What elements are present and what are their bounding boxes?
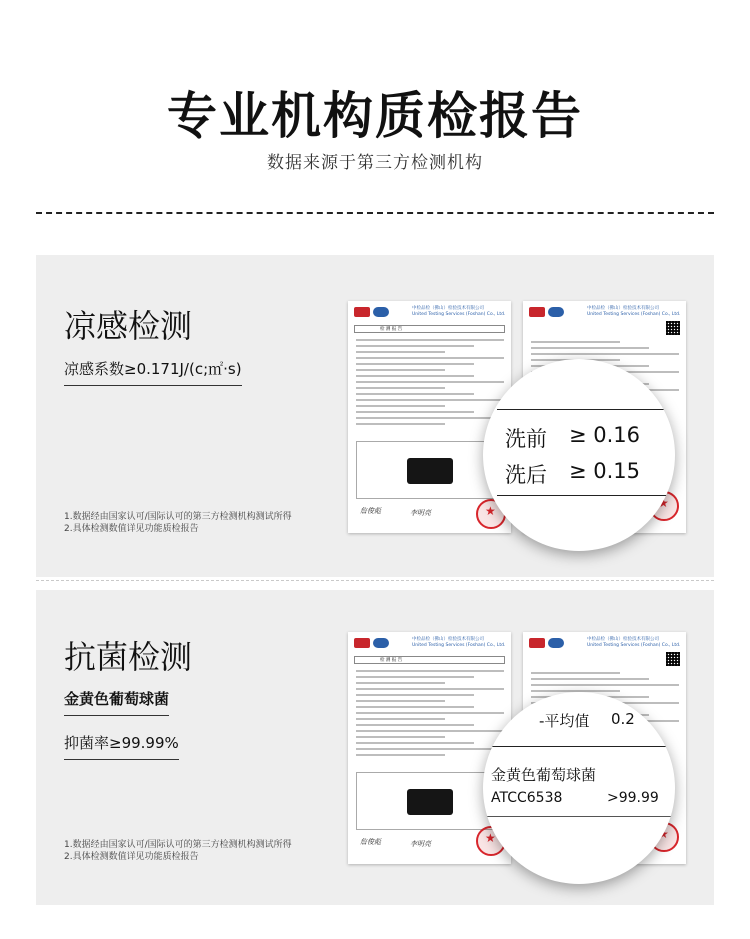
cnas-logo [373,638,389,648]
bacteria-name: 金黄色葡萄球菌 [64,688,169,716]
after-wash-label: 洗后 [505,463,547,487]
report-lines [356,670,504,760]
inhibition-value: >99.99 [607,790,659,806]
footnote-1: 1.数据经由国家认可/国际认可的第三方检测机构测试所得 [64,512,292,522]
footnote-2: 2.具体检测数值详见功能质检报告 [64,524,199,534]
cnas-logo [548,638,564,648]
before-wash-label: 洗前 [505,427,547,451]
cma-logo [354,307,370,317]
fabric-sample-image [407,458,453,484]
qr-code-icon [666,321,680,335]
organism-name: 金黄色葡萄球菌 [491,766,597,784]
footnotes [64,839,292,863]
average-value: 0.2 [611,710,635,728]
magnified-results [483,692,675,884]
cma-logo [529,307,545,317]
qr-code-icon [666,652,680,666]
cnas-logo [548,307,564,317]
page-title: 专业机构质检报告 [167,87,583,145]
after-wash-value: ≥ 0.15 [569,459,641,483]
antibacterial-test-panel [36,590,714,905]
inhibition-rate: 抑菌率≥99.99% [64,732,179,760]
sample-photo-frame [356,772,504,830]
report-org: 中检品检（佛山）检验技术有限公司 United Testing Services (Foshan) Co., Ltd. [412,306,506,317]
report-org: 中检品检（佛山）检验技术有限公司 United Testing Services (Foshan) Co., Ltd. [587,637,681,648]
report-org: 中检品检（佛山）检验技术有限公司 United Testing Services (Foshan) Co., Ltd. [587,306,681,317]
section-title: 凉感检测 [64,307,193,345]
cooling-coefficient: 凉感系数≥0.171J/(c;㎡·s) [64,358,242,386]
footnote-2: 2.具体检测数值详见功能质检报告 [64,852,199,862]
footnotes [64,511,292,535]
section-divider [36,580,714,581]
signature-right: 李明亮 [410,509,431,517]
page-subtitle: 数据来源于第三方检测机构 [267,153,483,173]
report-heading: 检 测 报 告 [354,656,505,664]
cnas-logo [373,307,389,317]
report-lines [356,339,504,429]
signature-left: 詹俊彪 [360,838,381,846]
report-heading: 检 测 报 告 [354,325,505,333]
cma-logo [354,638,370,648]
report-org: 中检品检（佛山）检验技术有限公司 United Testing Services (Foshan) Co., Ltd. [412,637,506,648]
strain-code: ATCC6538 [491,790,563,806]
section-title: 抗菌检测 [64,638,193,676]
signature-left: 詹俊彪 [360,507,381,515]
cooling-test-panel [36,255,714,577]
before-wash-value: ≥ 0.16 [569,423,641,447]
average-label: -平均值 [539,712,590,730]
fabric-sample-image [407,789,453,815]
footnote-1: 1.数据经由国家认可/国际认可的第三方检测机构测试所得 [64,840,292,850]
magnified-results [483,359,675,551]
signature-right: 李明亮 [410,840,431,848]
dashed-divider [36,212,714,214]
cma-logo [529,638,545,648]
sample-photo-frame [356,441,504,499]
